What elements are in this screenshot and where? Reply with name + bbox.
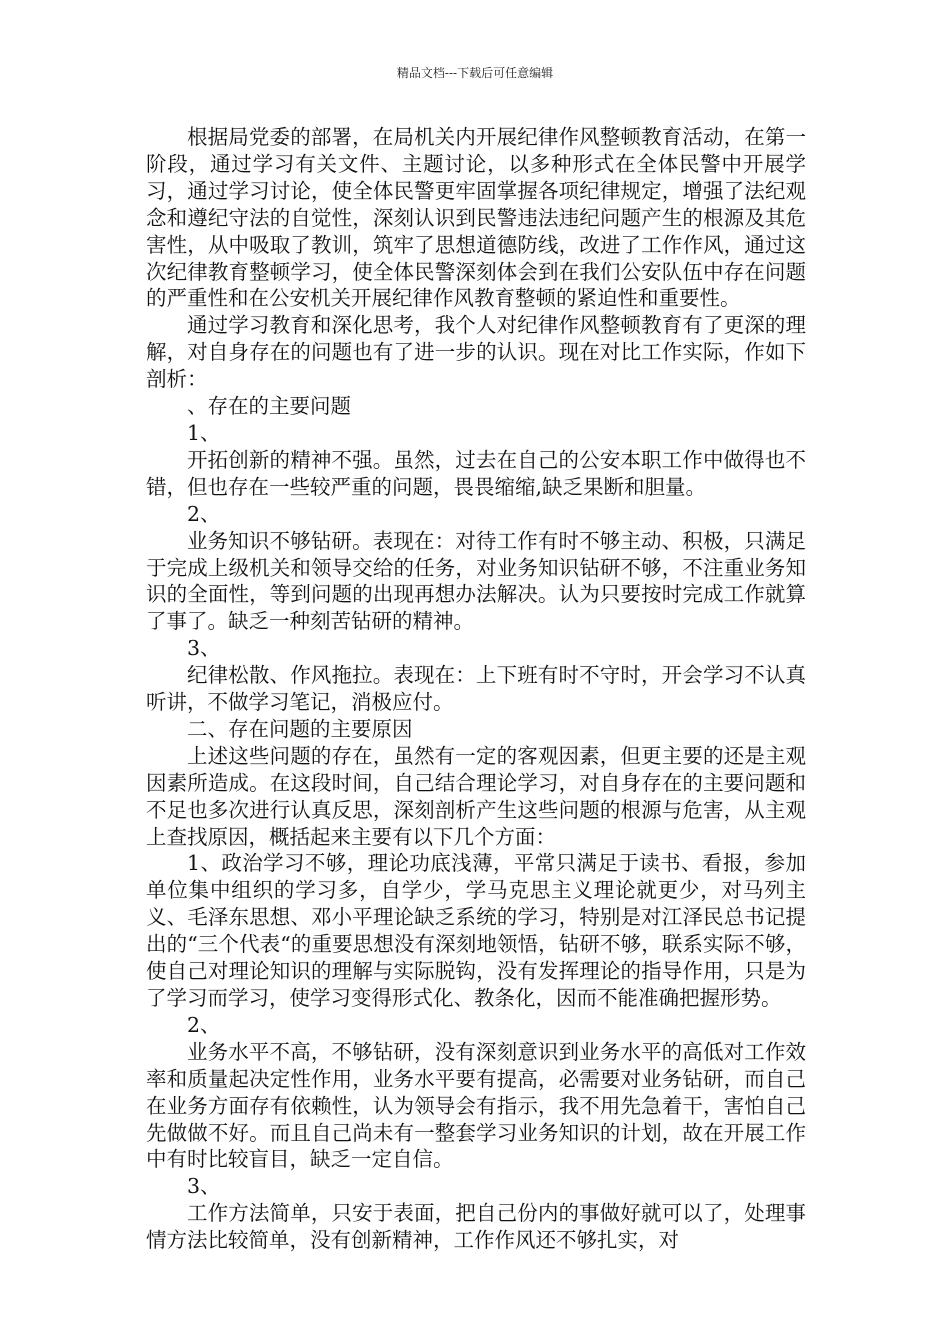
list-number: 3、	[187, 636, 221, 661]
paragraph-cause-business-level: 业务水平不高，不够钻研，没有深刻意识到业务水平的高低对工作效率和质量起决定性作用，业务水平要有提高，必需要对业务钻研，而自己在业务方面存有依赖性，认为领导会有指示，我不用先急着干，害怕自己先做做不好。而且自己尚未有一整套学习业务知识的计划，故在开展工作中有时比较盲目，缺乏一定自信。	[146, 1039, 806, 1172]
paragraph-problem-discipline: 纪律松散、作风拖拉。表现在：上下班有时不守时，开会学习不认真听讲，不做学习笔记，消极应付。	[146, 663, 806, 715]
list-number: 1、	[187, 420, 221, 445]
list-number: 3、	[187, 1174, 221, 1199]
section-heading-main-causes: 二、存在问题的主要原因	[187, 716, 413, 741]
list-number: 2、	[187, 501, 221, 526]
paragraph-causes-overview: 上述这些问题的存在，虽然有一定的客观因素，但更主要的还是主观因素所造成。在这段时间，自己结合理论学习，对自身存在的主要问题和不足也多次进行认真反思，深刻剖析产生这些问题的根源与危害，从主观上查找原因，概括起来主要有以下几个方面：	[146, 743, 806, 849]
paragraph-cause-political-study: 1、政治学习不够，理论功底浅薄，平常只满足于读书、看报，参加单位集中组织的学习多，自学少，学马克思主义理论就更少，对马列主义、毛泽东思想、邓小平理论缺乏系统的学习，特别是对江泽民总书记提出的“三个代表“的重要思想没有深刻地领悟，钻研不够，联系实际不够，使自己对理论知识的理解与实际脱钩，没有发挥理论的指导作用，只是为了学习而学习，使学习变得形式化、教条化，因而不能准确把握形势。	[146, 851, 806, 1010]
paragraph-intro: 根据局党委的部署，在局机关内开展纪律作风整顿教育活动，在第一阶段，通过学习有关文件、主题讨论，以多种形式在全体民警中开展学习，通过学习讨论，使全体民警更牢固掌握各项纪律规定，增强了法纪观念和遵纪守法的自觉性，深刻认识到民警违法违纪问题产生的根源及其危害性，从中吸取了教训，筑牢了思想道德防线，改进了工作作风，通过这次纪律教育整顿学习，使全体民警深刻体会到在我们公安队伍中存在问题的严重性和在公安机关开展纪律作风教育整顿的紧迫性和重要性。	[146, 125, 806, 311]
paragraph-problem-business-knowledge: 业务知识不够钻研。表现在：对待工作有时不够主动、积极，只满足于完成上级机关和领导交给的任务，对业务知识钻研不够，不注重业务知识的全面性，等到问题的出现再想办法解决。认为只要按时完成工作就算了事了。缺乏一种刻苦钻研的精神。	[146, 528, 806, 634]
list-number: 2、	[187, 1012, 221, 1037]
paragraph-problem-innovation: 开拓创新的精神不强。虽然，过去在自己的公安本职工作中做得也不错，但也存在一些较严重的问题，畏畏缩缩,缺乏果断和胆量。	[146, 447, 806, 499]
paragraph-cause-work-method: 工作方法简单，只安于表面，把自己份内的事做好就可以了，处理事情方法比较简单，没有创新精神，工作作风还不够扎实，对	[146, 1201, 806, 1253]
page-header: 精品文档---下载后可任意编辑	[396, 66, 554, 80]
document-body	[146, 124, 806, 1254]
section-heading-main-problems: 、存在的主要问题	[187, 394, 351, 419]
paragraph-reflection: 通过学习教育和深化思考，我个人对纪律作风整顿教育有了更深的理解，对自身存在的问题也有了进一步的认识。现在对比工作实际，作如下剖析：	[146, 313, 806, 392]
